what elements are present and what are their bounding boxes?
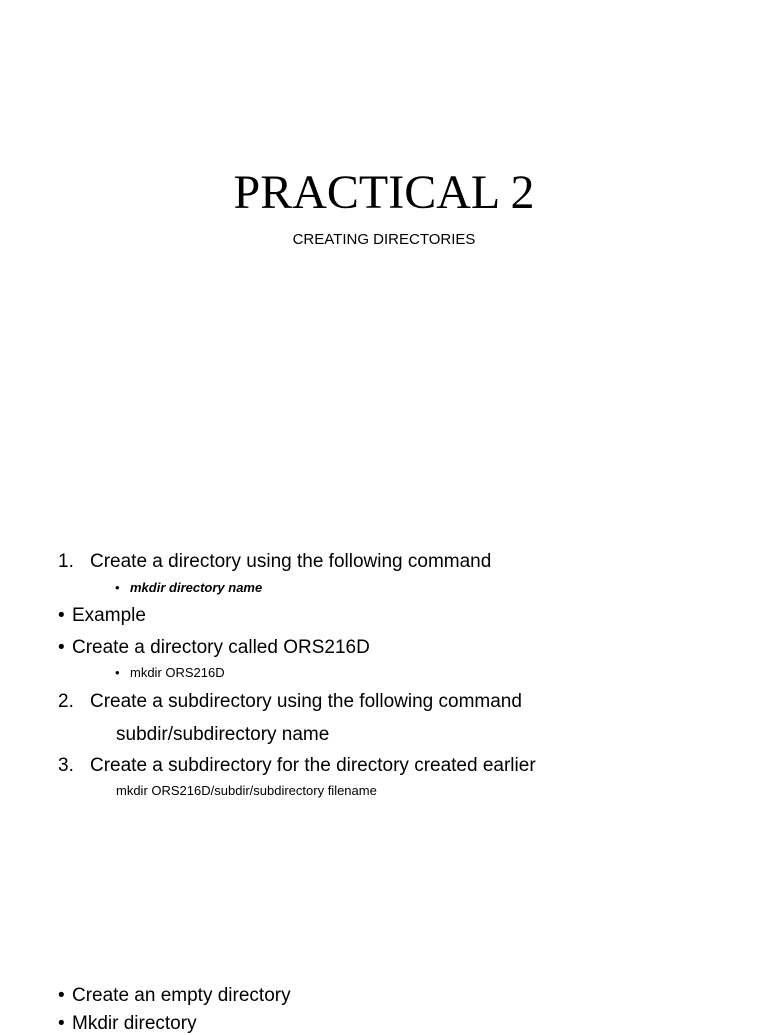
list-item-text: Mkdir directory <box>72 1013 197 1034</box>
bullet: • <box>115 665 120 680</box>
list-item-text: subdir/subdirectory name <box>116 724 330 745</box>
list-item-text: Example <box>72 605 146 626</box>
list-item <box>116 724 329 746</box>
list-item <box>58 637 370 659</box>
command-text: mkdir directory name <box>130 580 263 595</box>
list-item <box>115 580 262 596</box>
list-item <box>58 605 146 627</box>
command-text: mkdir ORS216D/subdir/subdirectory filename <box>116 783 377 798</box>
command-text: mkdir ORS216D <box>130 665 225 680</box>
bullet: • <box>58 985 65 1006</box>
bullet: • <box>58 605 65 626</box>
list-item-text: Create a subdirectory for the directory created earlier <box>90 755 536 776</box>
list-item <box>115 665 225 681</box>
list-item-text: Create a subdirectory using the following command <box>90 691 522 712</box>
list-item <box>58 551 491 573</box>
list-item-text: Create a directory called ORS216D <box>72 637 370 658</box>
list-item <box>116 783 377 799</box>
list-item <box>58 691 522 713</box>
list-number: 3. <box>58 755 74 776</box>
list-number: 1. <box>58 551 74 572</box>
slide-title: PRACTICAL 2 <box>233 166 535 219</box>
list-item <box>58 1013 197 1035</box>
bullet: • <box>58 637 65 658</box>
list-item-text: Create a directory using the following command <box>90 551 492 572</box>
list-item <box>58 985 291 1007</box>
slide-subtitle: CREATING DIRECTORIES <box>292 231 476 248</box>
bullet: • <box>58 1013 65 1034</box>
list-number: 2. <box>58 691 74 712</box>
list-item-text: Create an empty directory <box>72 985 291 1006</box>
list-item <box>58 755 536 777</box>
bullet: • <box>115 580 120 595</box>
